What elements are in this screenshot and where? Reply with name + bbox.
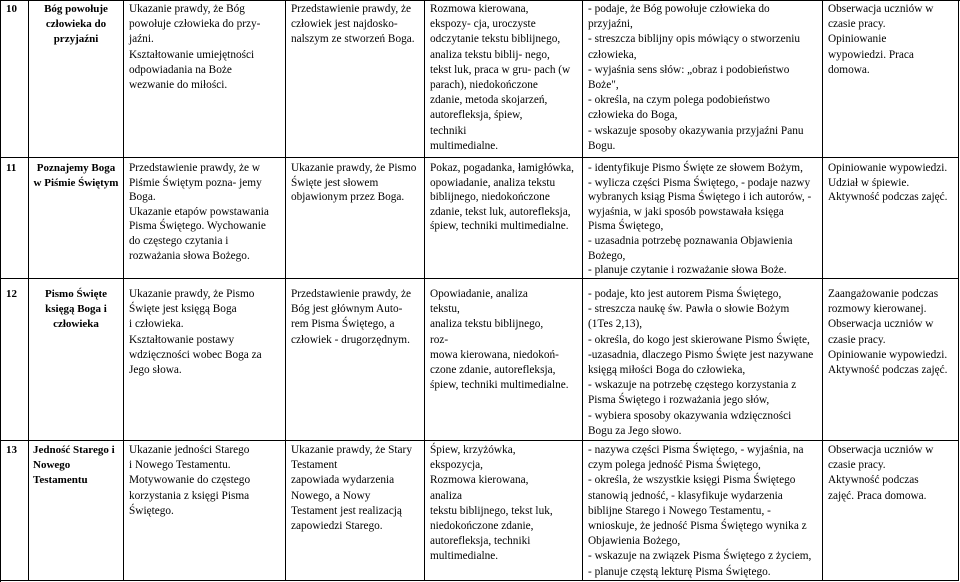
methods-line: multimedialne. <box>430 550 499 563</box>
content-line: Przedstawienie prawdy, że <box>291 288 412 300</box>
methods-line: Rozmowa kierowana, <box>430 474 529 487</box>
evaluation-line: Obserwacja uczniów w <box>828 444 934 456</box>
goals-line: Przedstawienie prawdy, że w <box>129 162 261 174</box>
lesson-12-evaluation-cell <box>823 279 959 441</box>
lesson-12-topic-cell <box>29 279 124 441</box>
methods-line: niedokończone zdanie, <box>430 520 534 533</box>
content-line: Przedstawienie prawdy, że <box>291 3 412 15</box>
content-line: objawionym przez Boga. <box>291 191 405 204</box>
evaluation-line: Udział w śpiewie. <box>828 176 910 189</box>
evaluation-line: wypowiedzi. Praca <box>828 48 914 61</box>
lesson-13-content-cell <box>286 441 425 581</box>
achievements-line: - uzasadnia potrzebę poznawania Objawienia <box>588 234 793 247</box>
evaluation-line: Obserwacja uczniów w <box>828 318 934 331</box>
evaluation-line: Opiniowanie wypowiedzi. <box>828 162 948 174</box>
goals-line: Ukazanie etapów powstawania <box>129 205 269 218</box>
lesson-10-achievements-cell <box>583 1 823 158</box>
topic-line: księgą Boga i <box>45 303 107 316</box>
lesson-12-achievements-cell <box>583 279 823 441</box>
evaluation-line: Aktywność podczas <box>828 474 919 487</box>
achievements-line: człowieka do Boga, <box>588 109 678 122</box>
achievements-line: stanowią jedność, - klasyfikuje wydarzenia <box>588 489 783 502</box>
achievements-line: - wskazuje sposoby okazywania przyjaźni Panu <box>588 124 804 137</box>
methods-line: tekstu, <box>430 303 460 316</box>
achievements-line: Boże", <box>588 79 619 92</box>
methods-line: Rozmowa kierowana, <box>430 3 529 15</box>
methods-line: parach), niedokończone <box>430 79 538 92</box>
methods-line: tekst luk, praca w gru- pach (w <box>430 63 571 76</box>
achievements-line: czym polega jedność Pisma Świętego, <box>588 459 761 472</box>
goals-line: Ukazanie prawdy, że Pismo <box>129 288 255 300</box>
topic-line: Nowego <box>33 459 71 472</box>
achievements-line: - podaje, kto jest autorem Pisma Świętego, <box>588 288 782 300</box>
methods-line: Opowiadanie, analiza <box>430 288 528 300</box>
methods-line: biblijnego, niedokończone <box>430 191 550 204</box>
lesson-12-methods-cell <box>425 279 583 441</box>
goals-line: Pisma Świętego. Wychowanie <box>129 220 266 233</box>
lesson-12-goals-cell <box>124 279 286 441</box>
lesson-number: 10 <box>6 3 17 15</box>
goals-line: Święte jest księgą Boga <box>129 303 237 316</box>
methods-line: techniki <box>430 124 467 137</box>
achievements-line: - wylicza części Pisma Świętego, - podaje nazwy <box>588 176 811 189</box>
achievements-line: - podaje, że Bóg powołuje człowieka do <box>588 3 770 15</box>
achievements-line: - streszcza biblijny opis mówiący o stworzeniu <box>588 33 801 46</box>
goals-line: jaźni. <box>129 33 154 46</box>
goals-line: wdzięczności wobec Boga za <box>129 348 262 361</box>
methods-line: śpiew, techniki multimedialne. <box>430 379 569 392</box>
lesson-12-number-cell <box>1 279 29 441</box>
lesson-number: 11 <box>6 162 17 174</box>
achievements-line: - określa, na czym polega podobieństwo <box>588 94 770 107</box>
evaluation-line: Zaangażowanie podczas <box>828 288 939 300</box>
achievements-line: Pisma Świętego, <box>588 220 664 233</box>
topic-line: Bóg powołuje <box>44 3 108 15</box>
content-line: Ukazanie prawdy, że Pismo <box>291 162 417 174</box>
content-line: Ukazanie prawdy, że Stary <box>291 444 412 456</box>
achievements-line: księgą miłości Boga do człowieka, <box>588 364 746 377</box>
goals-line: wezwanie do miłości. <box>129 79 228 92</box>
evaluation-line: rozmowy kierowanej. <box>828 303 927 316</box>
lesson-11-goals-cell <box>124 158 286 279</box>
topic-line: człowieka <box>53 318 99 331</box>
content-line: zapowiada wydarzenia <box>291 474 395 487</box>
goals-line: powołuje człowieka do przy- <box>129 18 261 31</box>
lesson-10-methods-cell <box>425 1 583 158</box>
achievements-line: Pisma Świętego i rozważania jego słów, <box>588 394 770 407</box>
topic-line: człowieka do <box>45 18 107 31</box>
goals-line: Świętego. <box>129 504 174 517</box>
topic-line: Poznajemy Boga <box>36 162 116 174</box>
achievements-line: człowieka, <box>588 48 637 61</box>
methods-line: zdanie, tekst luk, autorefleksja, <box>430 205 571 218</box>
methods-line: analiza <box>430 489 462 502</box>
evaluation-line: czasie pracy. <box>828 18 886 31</box>
lesson-10-topic-cell <box>29 1 124 158</box>
methods-line: multimedialne. <box>430 139 499 152</box>
goals-line: rozważania słowa Bożego. <box>129 249 250 262</box>
achievements-line: - planuje czytanie i rozważanie słowa Boże. <box>588 264 787 277</box>
achievements-line: -uzasadnia, dlaczego Pismo Święte jest nazywane <box>588 348 814 361</box>
methods-line: odczytanie tekstu biblijnego, <box>430 33 561 46</box>
lesson-11-evaluation-cell <box>823 158 959 279</box>
lesson-10-content-cell <box>286 1 425 158</box>
evaluation-line: czasie pracy. <box>828 459 886 472</box>
achievements-line: - wyjaśnia sens słów: „obraz i podobieństwo <box>588 63 790 76</box>
goals-line: i człowieka. <box>129 318 184 331</box>
topic-line: Jedność Starego i <box>33 444 115 456</box>
methods-line: autorefleksja, śpiew, <box>430 109 523 122</box>
topic-line: Testamentu <box>33 474 88 487</box>
content-line: rem Pisma Świętego, a <box>291 318 395 331</box>
evaluation-line: Opiniowanie <box>828 33 887 46</box>
topic-line: przyjaźni <box>53 33 99 46</box>
content-line: zapowiedzi Starego. <box>291 520 383 533</box>
lesson-13-evaluation-cell <box>823 441 959 581</box>
achievements-line: Objawienia Bożego, <box>588 535 681 548</box>
lesson-13-goals-cell <box>124 441 286 581</box>
lesson-11-methods-cell <box>425 158 583 279</box>
methods-line: Śpiew, krzyżówka, <box>430 444 516 456</box>
lesson-11-number-cell <box>1 158 29 279</box>
topic-line: w Piśmie Świętym <box>33 176 119 189</box>
evaluation-line: czasie pracy. <box>828 333 886 346</box>
goals-line: Ukazanie prawdy, że Bóg <box>129 3 245 15</box>
lesson-11-topic-cell <box>29 158 124 279</box>
content-line: nalszym ze stworzeń Boga. <box>291 33 415 46</box>
achievements-line: - streszcza naukę św. Pawła o słowie Bożym <box>588 303 790 316</box>
topic-line: Pismo Święte <box>44 288 107 300</box>
evaluation-line: Aktywność podczas zajęć. <box>828 364 948 377</box>
methods-line: mowa kierowana, niedokoń- <box>430 348 559 361</box>
achievements-line: Bogu. <box>588 139 616 152</box>
methods-line: autorefleksja, techniki <box>430 535 531 548</box>
lesson-11-content-cell <box>286 158 425 279</box>
lesson-13-number-cell <box>1 441 29 581</box>
goals-line: Piśmie Świętym pozna- jemy <box>129 176 262 189</box>
goals-line: do częstego czytania i <box>129 234 229 247</box>
evaluation-line: domowa. <box>828 63 870 76</box>
achievements-line: Bogu za Jego słowo. <box>588 424 682 437</box>
content-line: człowiek - drugorzędnym. <box>291 333 410 346</box>
methods-line: ekspozycja, <box>430 459 484 472</box>
evaluation-line: Aktywność podczas zajęć. <box>828 191 948 204</box>
evaluation-line: zajęć. Praca domowa. <box>828 489 927 502</box>
content-line: Testament jest realizacją <box>291 504 402 517</box>
content-line: Nowego, a Nowy <box>291 489 371 502</box>
lesson-12-content-cell <box>286 279 425 441</box>
lesson-10-goals-cell <box>124 1 286 158</box>
methods-line: opowiadanie, analiza tekstu <box>430 176 556 189</box>
achievements-line: wybranych ksiąg Pisma Świętego i ich autorów, - <box>588 191 812 204</box>
goals-line: odpowiadania na Boże <box>129 63 232 76</box>
lesson-13-achievements-cell <box>583 441 823 581</box>
evaluation-line: Obserwacja uczniów w <box>828 3 934 15</box>
lesson-11-achievements-cell <box>583 158 823 279</box>
goals-line: Kształtowanie umiejętności <box>129 48 255 61</box>
goals-line: i Nowego Testamentu. <box>129 459 231 472</box>
achievements-line: - identyfikuje Pismo Święte ze słowem Bożym, <box>588 162 803 174</box>
content-line: Święte jest słowem <box>291 176 379 189</box>
goals-line: Motywowanie do częstego <box>129 474 251 487</box>
achievements-line: wnioskuje, że jedność Pisma Świętego wynika z <box>588 520 807 533</box>
achievements-line: - planuje częstą lekturę Pisma Świętego. <box>588 565 771 578</box>
achievements-line: - wybiera sposoby okazywania wdzięczności <box>588 409 792 422</box>
lesson-number: 13 <box>6 444 17 456</box>
achievements-line: - określa, że wszystkie księgi Pisma Świętego <box>588 474 796 487</box>
achievements-line: - wskazuje na związek Pisma Świętego z życiem, <box>588 550 812 563</box>
achievements-line: - nazywa części Pisma Świętego, - wyjaśnia, na <box>588 444 804 456</box>
methods-line: roz- <box>430 333 449 346</box>
lesson-13-methods-cell <box>425 441 583 581</box>
achievements-line: - wskazuje na potrzebę częstego korzystania z <box>588 379 797 392</box>
content-line: Bóg jest głównym Auto- <box>291 303 403 316</box>
methods-line: zdanie, metoda skojarzeń, <box>430 94 548 107</box>
lesson-number: 12 <box>6 288 17 300</box>
achievements-line: przyjaźni, <box>588 18 633 31</box>
methods-line: śpiew, techniki multimedialne. <box>430 220 569 233</box>
lesson-10-evaluation-cell <box>823 1 959 158</box>
content-line: Testament <box>291 459 338 472</box>
evaluation-line: Opiniowanie wypowiedzi. <box>828 348 948 361</box>
lesson-10-number-cell <box>1 1 29 158</box>
methods-line: czone zdanie, autorefleksja, <box>430 364 556 377</box>
goals-line: Jego słowa. <box>129 364 182 377</box>
goals-line: Boga. <box>129 191 156 204</box>
methods-line: analiza tekstu biblijnego, <box>430 318 544 331</box>
achievements-line: biblijne Starego i Nowego Testamentu, - <box>588 504 771 517</box>
content-line: człowiek jest najdosko- <box>291 18 398 31</box>
goals-line: Ukazanie jedności Starego <box>129 444 250 456</box>
methods-line: ekspozy- cja, uroczyste <box>430 18 536 31</box>
goals-line: Kształtowanie postawy <box>129 333 235 346</box>
lesson-13-topic-cell <box>29 441 124 581</box>
achievements-line: (1Tes 2,13), <box>588 318 643 331</box>
achievements-line: Bożego, <box>588 249 626 262</box>
goals-line: korzystania z księgi Pisma <box>129 489 250 502</box>
methods-line: Pokaz, pogadanka, łamigłówka, <box>430 162 574 174</box>
methods-line: analiza tekstu biblij- nego, <box>430 48 550 61</box>
methods-line: tekstu biblijnego, tekst luk, <box>430 504 553 517</box>
achievements-line: - określa, do kogo jest skierowane Pismo Święte, <box>588 333 810 346</box>
achievements-line: wyjaśnia, w jaki sposób powstawała księga <box>588 205 784 218</box>
